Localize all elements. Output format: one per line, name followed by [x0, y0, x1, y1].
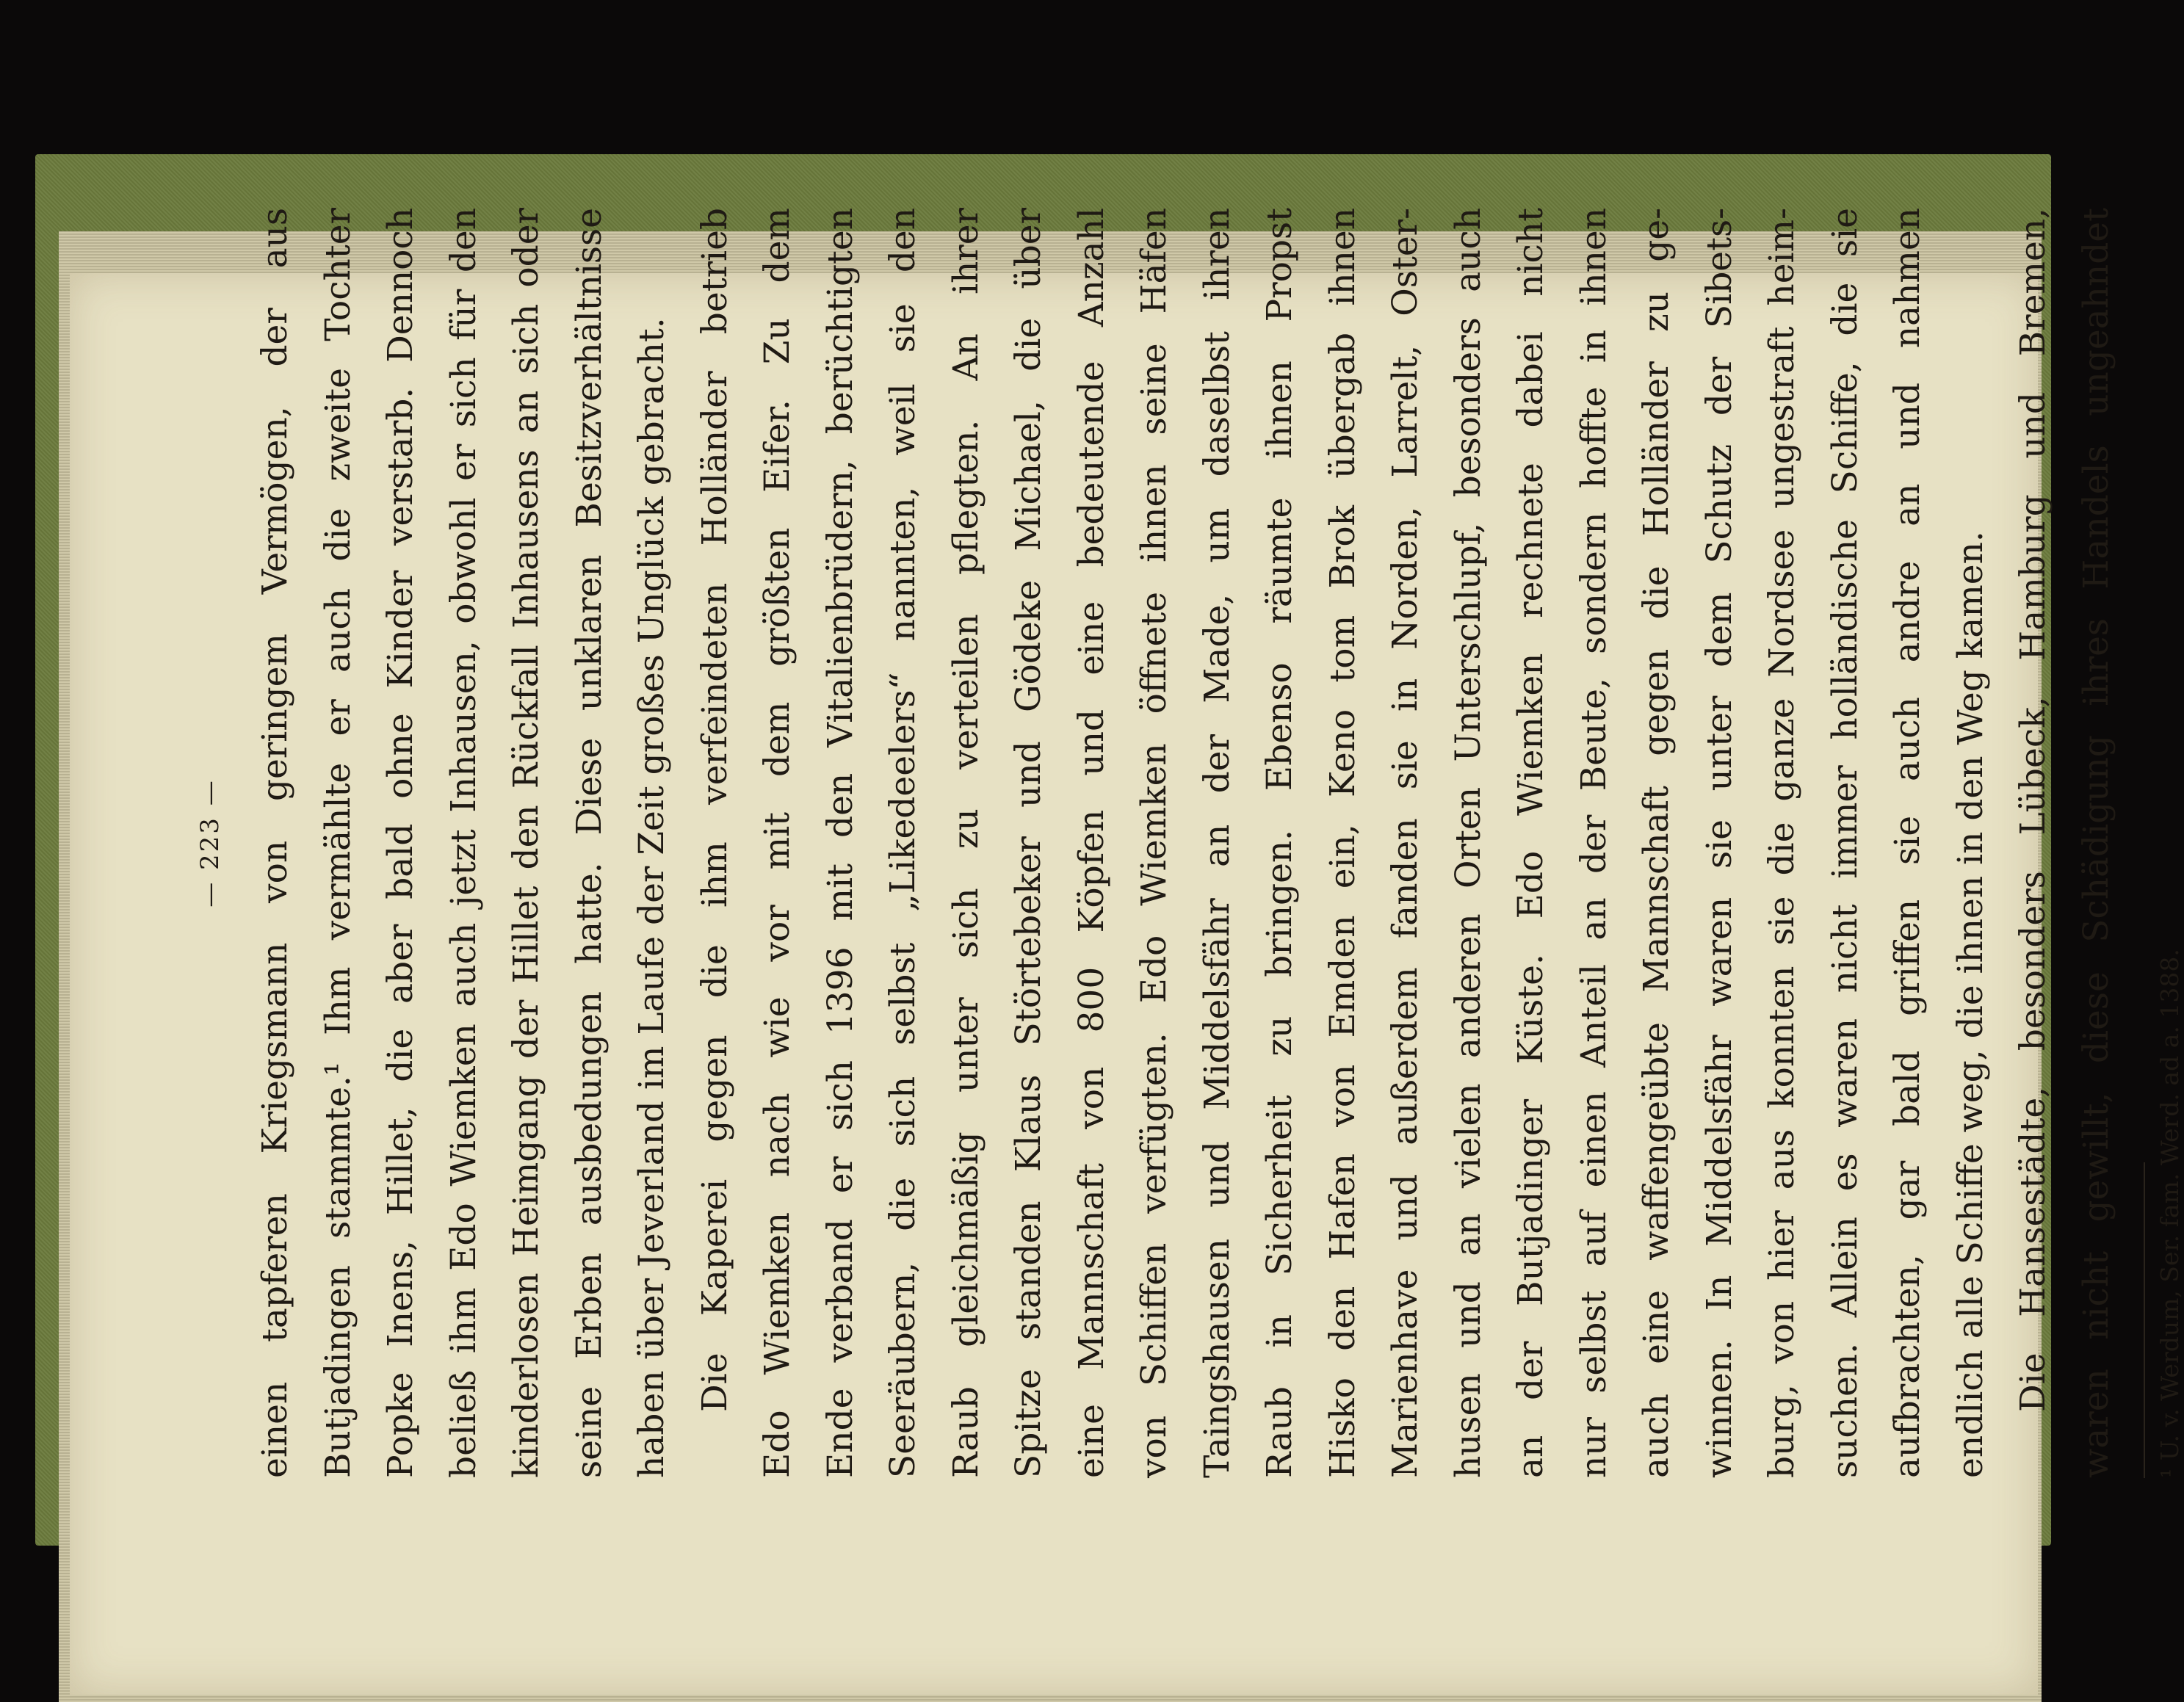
text-line: endlich alle Schiffe weg, die ihnen in den Weg kamen.	[1950, 531, 1991, 1478]
text-line: suchen. Allein es waren nicht immer holländische Schiffe, die sie	[1824, 208, 1865, 1478]
text-line: waren nicht gewillt, diese Schädigung ihres Handels ungeahndet	[2075, 208, 2116, 1478]
text-line: Ende verband er sich 1396 mit den Vitalienbrüdern, berüchtigten	[820, 208, 861, 1478]
text-line: kinderlosen Heimgang der Hillet den Rückfall Inhausens an sich oder	[506, 208, 546, 1478]
page-text-block	[195, 208, 2184, 1478]
footnote-divider	[2144, 1162, 2145, 1478]
text-line: Raub gleichmäßig unter sich zu verteilen pflegten. An ihrer	[945, 208, 986, 1478]
text-line: Taingshausen und Middelsfähr an der Made, um daselbst ihren	[1196, 208, 1237, 1478]
text-line: Butjadingen stammte.¹ Ihm vermählte er auch die zweite Tochter	[317, 208, 358, 1478]
text-line: haben über Jeverland im Laufe der Zeit großes Unglück gebracht.	[632, 317, 672, 1478]
text-line: Marienhave und außerdem fanden sie in Norden, Larrelt, Oster-	[1385, 208, 1425, 1478]
text-line: Spitze standen Klaus Störtebeker und Gödeke Michael, die über	[1008, 208, 1049, 1478]
text-line: seine Erben ausbedungen hatte. Diese unklaren Besitzverhältnisse	[568, 208, 610, 1478]
text-line: Die Hansestädte, besonders Lübeck, Hamburg und Bremen,	[2013, 208, 2053, 1412]
text-line: winnen. In Middelsfähr waren sie unter dem Schutz der Sibets-	[1699, 208, 1740, 1478]
text-line: an der Butjadinger Küste. Edo Wiemken rechnete dabei nicht	[1511, 208, 1551, 1478]
text-line: auch eine waffengeübte Mannschaft gegen die Holländer zu ge-	[1636, 208, 1677, 1478]
text-line: Seeräubern, die sich selbst „Likedeelers“ nannten, weil sie den	[883, 208, 923, 1478]
text-line: nur selbst auf einen Anteil an der Beute, sondern hoffte in ihnen	[1573, 208, 1614, 1478]
text-line: eine Mannschaft von 800 Köpfen und eine bedeutende Anzahl	[1071, 208, 1112, 1478]
text-line: aufbrachten, gar bald griffen sie auch andre an und nahmen	[1887, 208, 1928, 1478]
text-line: Raub in Sicherheit zu bringen. Ebenso räumte ihnen Propst	[1259, 208, 1300, 1478]
text-line: burg, von hier aus konnten sie die ganze Nordsee ungestraft heim-	[1762, 208, 1802, 1478]
footnote: ¹ U. v. Werdum, Ser. fam. Werd. ad a. 1388.	[2155, 949, 2184, 1478]
text-line: Edo Wiemken nach wie vor mit dem größten Eifer. Zu dem	[757, 208, 798, 1478]
text-line: von Schiffen verfügten. Edo Wiemken öffnete ihnen seine Häfen	[1134, 208, 1174, 1478]
text-line: Popke Inens, Hillet, die aber bald ohne Kinder verstarb. Dennoch	[380, 208, 421, 1478]
text-line: beließ ihm Edo Wiemken auch jetzt Inhausen, obwohl er sich für den	[443, 208, 484, 1478]
text-line: Die Kaperei gegen die ihm verfeindeten Holländer betrieb	[694, 208, 735, 1412]
page-number: — 223 —	[195, 778, 225, 908]
text-line: einen tapferen Kriegsmann von geringem Vermögen, der aus	[255, 208, 295, 1478]
text-line: Hisko den Hafen von Emden ein, Keno tom Brok übergab ihnen	[1322, 208, 1363, 1478]
text-line: husen und an vielen anderen Orten Unterschlupf, besonders auch	[1447, 208, 1489, 1478]
